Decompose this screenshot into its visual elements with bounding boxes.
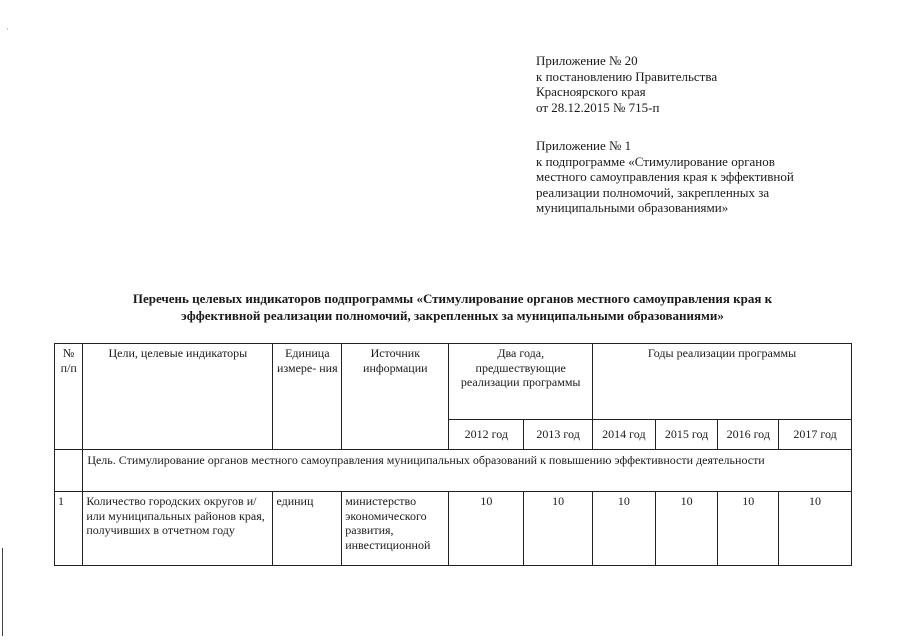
header-line: к постановлению Правительства [536, 68, 718, 84]
appendix-header-1 [536, 138, 794, 216]
header-line: от 28.12.2015 № 715-п [536, 99, 660, 115]
header-line: муниципальными образованиями» [536, 200, 729, 215]
document-title [30, 290, 875, 324]
title-line-2: эффективной реализации полномочий, закрепленных за муниципальными образованиями» [181, 308, 724, 323]
row-unit: единиц [273, 492, 342, 566]
header-goals: Цели, целевые индикаторы [83, 344, 273, 450]
row-value: 10 [449, 492, 524, 566]
year-header: 2012 год [449, 420, 524, 450]
appendix-header-20 [536, 53, 717, 115]
year-header: 2013 год [524, 420, 593, 450]
indicators-table [54, 343, 852, 566]
row-value: 10 [718, 492, 779, 566]
row-indicator: Количество городских округов и/или муниципальных районов края, получивших в отчетном году [83, 492, 273, 566]
header-line: Красноярского края [536, 84, 646, 99]
row-value: 10 [593, 492, 656, 566]
scan-speck: · [6, 24, 9, 34]
year-header: 2016 год [718, 420, 779, 450]
header-line: местного самоуправления края к эффективной [536, 169, 794, 184]
header-line: к подпрограмме «Стимулирование органов [536, 153, 775, 169]
header-unit: Единица измере- ния [273, 344, 342, 450]
year-header: 2015 год [655, 420, 718, 450]
goal-row [55, 450, 852, 492]
table-row [55, 492, 852, 566]
row-value: 10 [524, 492, 593, 566]
row-num: 1 [55, 492, 83, 566]
row-source: министерство экономического развития, инвестиционной [342, 492, 449, 566]
header-impl-years: Годы реализации программы [593, 344, 852, 420]
goal-text: Цель. Стимулирование органов местного самоуправления муниципальных образований к повышению эффективности деятельности [83, 450, 852, 492]
header-source: Источник информации [342, 344, 449, 450]
title-line-1: Перечень целевых индикаторов подпрограммы «Стимулирование органов местного самоуправления края к [132, 291, 773, 306]
year-header: 2014 год [593, 420, 656, 450]
header-line: Приложение № 20 [536, 53, 638, 68]
header-num: № п/п [55, 344, 83, 450]
row-value: 10 [779, 492, 852, 566]
goal-row-num [55, 450, 83, 492]
header-line: реализации полномочий, закрепленных за [536, 184, 770, 200]
scan-margin-line [2, 548, 3, 636]
year-header: 2017 год [779, 420, 852, 450]
table-header-row [55, 344, 852, 420]
row-value: 10 [655, 492, 718, 566]
header-line: Приложение № 1 [536, 138, 632, 153]
header-prev-years: Два года, предшествующие реализации программы [449, 344, 593, 420]
